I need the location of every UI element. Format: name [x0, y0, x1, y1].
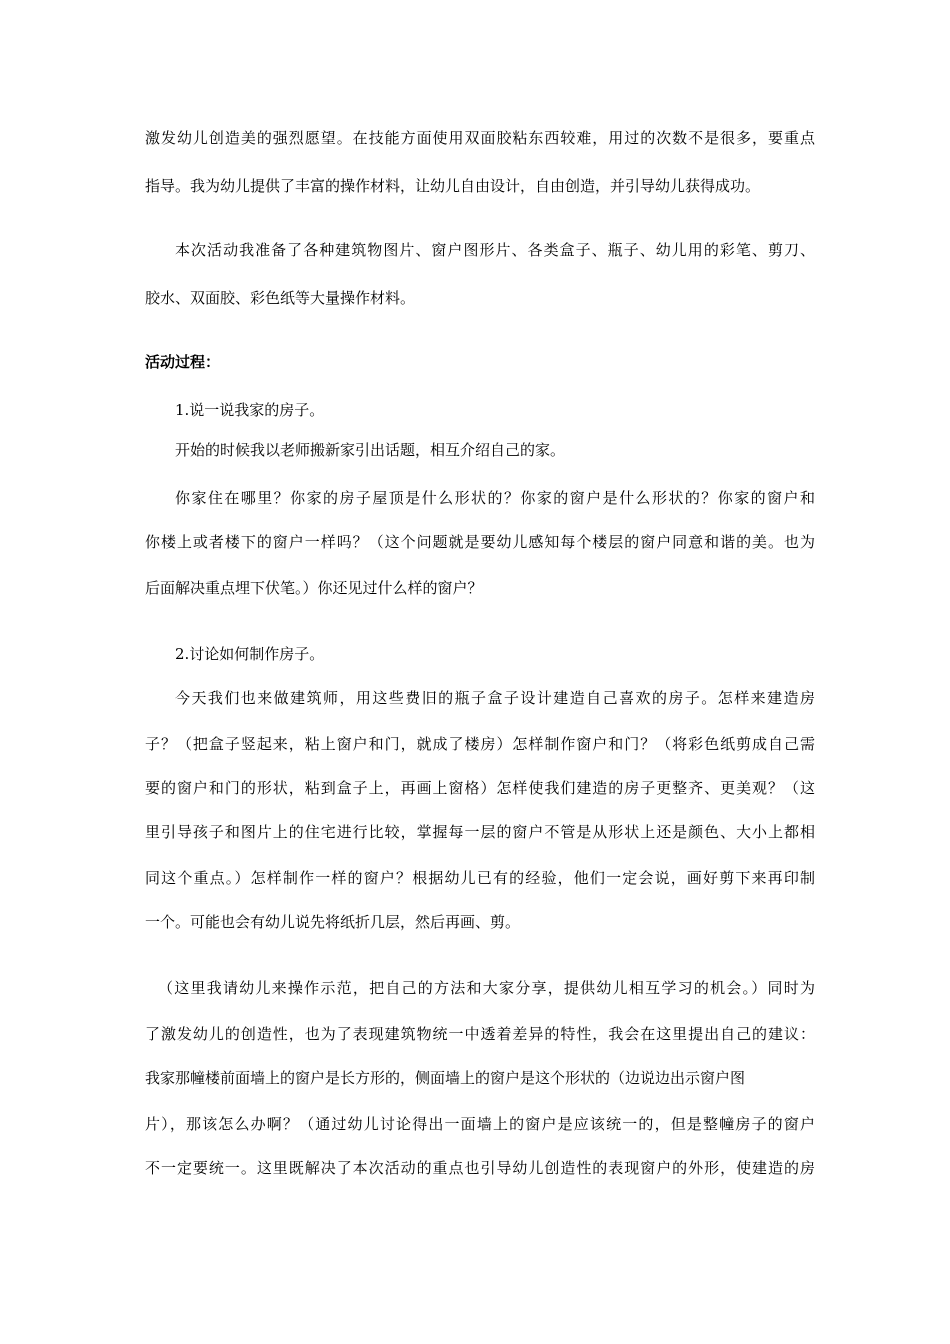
step-2-paragraph-2-line-4: 片），那该怎么办啊？（通过幼儿讨论得出一面墙上的窗户是应该统一的，但是整幢房子的窗户	[145, 1115, 815, 1133]
step-2-paragraph-2-line-5: 不一定要统一。这里既解决了本次活动的重点也引导幼儿创造性的表现窗户的外形，使建造的房	[145, 1159, 815, 1177]
step-2-paragraph-1-line-3: 要的窗户和门的形状，粘到盒子上，再画上窗格）怎样使我们建造的房子更整齐、更美观？（这	[145, 779, 815, 797]
step-2-paragraph-1-line-6: 一个。可能也会有幼儿说先将纸折几层，然后再画、剪。	[145, 913, 521, 931]
step-1-title: 1.说一说我家的房子。	[175, 401, 325, 419]
step-2-paragraph-1-line-1: 今天我们也来做建筑师，用这些费旧的瓶子盒子设计建造自己喜欢的房子。怎样来建造房	[175, 689, 815, 707]
step-2-paragraph-2-line-2: 了激发幼儿的创造性，也为了表现建筑物统一中透着差异的特性，我会在这里提出自己的建议：	[145, 1025, 815, 1043]
paragraph-1-line-1: 激发幼儿创造美的强烈愿望。在技能方面使用双面胶粘东西较难，用过的次数不是很多，要重点	[145, 129, 815, 147]
step-2-paragraph-1-line-4: 里引导孩子和图片上的住宅进行比较，掌握每一层的窗户不管是从形状上还是颜色、大小上都相	[145, 823, 815, 841]
step-2-title: 2.讨论如何制作房子。	[175, 645, 325, 663]
step-1-paragraph-2-line-3: 后面解决重点埋下伏笔。）你还见过什么样的窗户？	[145, 579, 483, 597]
step-1-paragraph-1: 开始的时候我以老师搬新家引出话题，相互介绍自己的家。	[175, 441, 566, 459]
step-2-paragraph-2-line-1: （这里我请幼儿来操作示范，把自己的方法和大家分享，提供幼儿相互学习的机会。）同时为	[158, 979, 815, 997]
paragraph-2-line-1: 本次活动我准备了各种建筑物图片、窗户图形片、各类盒子、瓶子、幼儿用的彩笔、剪刀、	[175, 241, 815, 259]
step-2-paragraph-1-line-5: 同这个重点。）怎样制作一样的窗户？根据幼儿已有的经验，他们一定会说，画好剪下来再印制	[145, 869, 815, 887]
section-heading: 活动过程：	[145, 353, 221, 371]
step-1-paragraph-2-line-2: 你楼上或者楼下的窗户一样吗？（这个问题就是要幼儿感知每个楼层的窗户同意和谐的美。也为	[145, 533, 815, 551]
step-2-paragraph-2-line-3: 我家那幢楼前面墙上的窗户是长方形的，侧面墙上的窗户是这个形状的（边说边出示窗户图	[145, 1069, 746, 1087]
step-2-paragraph-1-line-2: 子？（把盒子竖起来，粘上窗户和门，就成了楼房）怎样制作窗户和门？（将彩色纸剪成自己需	[145, 735, 815, 753]
paragraph-2-line-2: 胶水、双面胶、彩色纸等大量操作材料。	[145, 289, 416, 307]
paragraph-1-line-2: 指导。我为幼儿提供了丰富的操作材料，让幼儿自由设计，自由创造，并引导幼儿获得成功。	[145, 177, 761, 195]
step-1-paragraph-2-line-1: 你家住在哪里？你家的房子屋顶是什么形状的？你家的窗户是什么形状的？你家的窗户和	[175, 489, 815, 507]
